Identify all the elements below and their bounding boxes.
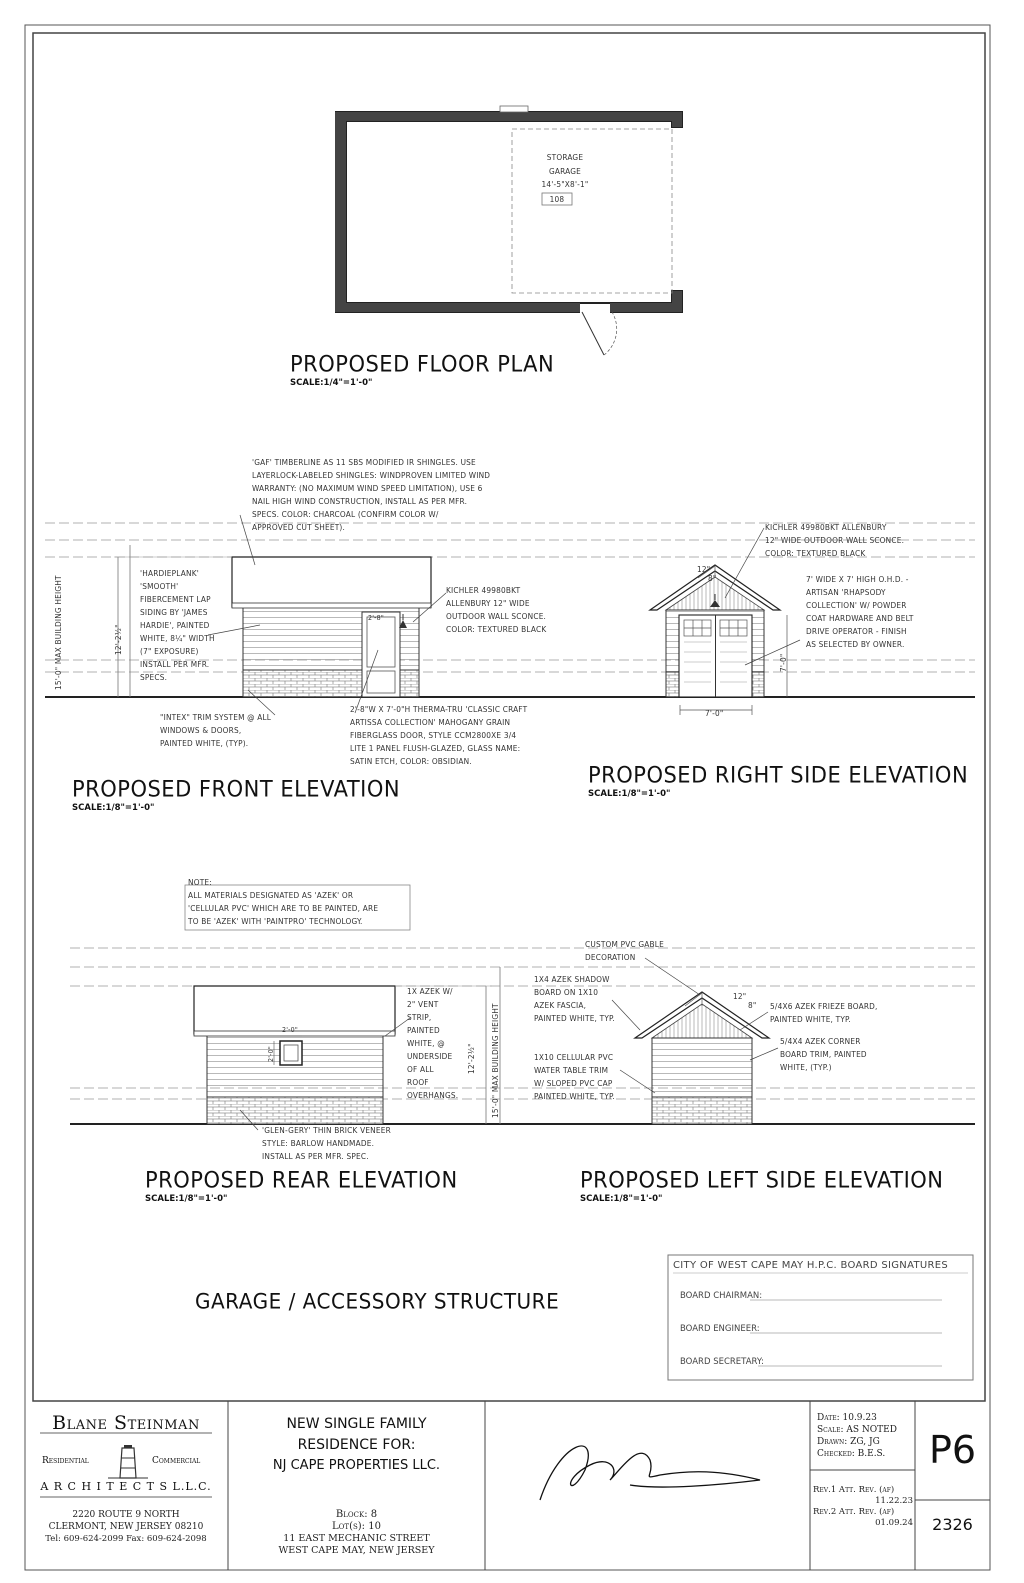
- room-type: GARAGE: [549, 166, 581, 176]
- trim-note: "INTEX" TRIM SYSTEM @ ALL WINDOWS & DOORS, PAINTED WHITE, (TYP).: [160, 712, 272, 748]
- corner-board-note: 5/4X4 AZEK CORNER BOARD TRIM, PAINTED WHITE, (TYP.): [780, 1036, 867, 1072]
- floor-plan-scale: SCALE:1/4"=1'-0": [290, 378, 373, 388]
- azek-vent-note: 1X AZEK W/ 2" VENT STRIP, PAINTED WHITE, @ UNDERSIDE OF ALL ROOF OVERHANGS.: [407, 986, 459, 1100]
- left-elevation-scale: SCALE:1/8"=1'-0": [580, 1194, 663, 1204]
- firm-address2: CLERMONT, NEW JERSEY 08210: [48, 1522, 204, 1532]
- project-street: 11 EAST MECHANIC STREET: [283, 1533, 430, 1544]
- architect-signature: [540, 1446, 760, 1500]
- rear-height-dim: 12'-2½": [466, 1043, 476, 1074]
- front-door-width-dim: 2'-8": [368, 614, 384, 622]
- sheet-number: P6: [928, 1428, 977, 1472]
- garage-door-note: 7' WIDE X 7' HIGH O.H.D. - ARTISAN 'RHAPSODY COLLECTION' W/ POWDER COAT HARDWARE AND BELT DRIVE OPERATOR - FINISH AS SELECTED BY OWNER.: [806, 574, 914, 649]
- rear-window-width-dim: 2'-0": [282, 1026, 298, 1034]
- front-height-dim: 12'-2½": [113, 624, 123, 655]
- tb-rev1: Rev.1 Att. Rev. (af): [813, 1485, 895, 1495]
- front-max-height: 15'-0" MAX BUILDING HEIGHT: [53, 575, 63, 690]
- project-lot: Lot(s): 10: [332, 1521, 381, 1532]
- lighthouse-logo: [108, 1445, 148, 1478]
- tb-rev1-date: 11.22.23: [875, 1496, 913, 1506]
- hpc-chairman: BOARD CHAIRMAN:: [680, 1291, 763, 1301]
- tb-rev2-date: 01.09.24: [875, 1518, 913, 1528]
- hpc-heading: CITY OF WEST CAPE MAY H.P.C. BOARD SIGNATURES: [673, 1260, 948, 1271]
- tb-scale: Scale: AS NOTED: [817, 1425, 897, 1435]
- firm-commercial: Commercial: [152, 1456, 201, 1466]
- right-sconce-note: KICHLER 49980BKT ALLENBURY 12" WIDE OUTDOOR WALL SCONCE. COLOR: TEXTURED BLACK: [765, 522, 905, 558]
- front-elevation-title: PROPOSED FRONT ELEVATION: [72, 776, 401, 802]
- tb-rev2: Rev.2 Att. Rev. (af): [813, 1507, 895, 1517]
- floor-plan-drawing: [335, 106, 682, 355]
- tb-drawn: Drawn: ZG, JG: [817, 1437, 880, 1447]
- shadow-board-note: 1X4 AZEK SHADOW BOARD ON 1X10 AZEK FASCIA, PAINTED WHITE, TYP.: [534, 974, 615, 1023]
- firm-address1: 2220 ROUTE 9 NORTH: [72, 1510, 180, 1520]
- front-sconce-note: KICHLER 49980BKT ALLENBURY 12" WIDE OUTDOOR WALL SCONCE. COLOR: TEXTURED BLACK: [446, 585, 547, 634]
- rear-elevation-title: PROPOSED REAR ELEVATION: [145, 1167, 458, 1193]
- right-elevation-scale: SCALE:1/8"=1'-0": [588, 789, 671, 799]
- project-line1: NEW SINGLE FAMILY: [286, 1416, 427, 1432]
- room-number: 108: [549, 194, 565, 204]
- brick-veneer-note: 'GLEN-GERY' THIN BRICK VENEER STYLE: BARLOW HANDMADE. INSTALL AS PER MFR. SPEC.: [262, 1125, 391, 1161]
- room-label: [540, 150, 590, 178]
- gable-decoration-note: CUSTOM PVC GABLE DECORATION: [585, 939, 664, 962]
- hpc-secretary: BOARD SECRETARY:: [680, 1357, 764, 1367]
- roof-shingle-note: 'GAF' TIMBERLINE AS 11 SBS MODIFIED IR SHINGLES. USE LAYERLOCK-LABELED SHINGLES: WINDPROVEN LIMITED WIND WARRANTY: (NO MAXIMUM WIND SPEED LIMITATION), USE 6 NAIL HIGH WIND CONSTRUCTION, INSTALL AS PER MFR. SPECS. COLOR: CHARCOAL (CONFIRM COLOR W/ APPROVED CUT SHEET).: [252, 457, 491, 532]
- right-pitch-rise: 8": [708, 573, 717, 583]
- client-name: NJ CAPE PROPERTIES LLC.: [272, 1458, 441, 1473]
- rear-max-height: 15'-0" MAX BUILDING HEIGHT: [490, 1003, 500, 1118]
- tb-checked: Checked: B.E.S.: [817, 1449, 886, 1459]
- project-city: WEST CAPE MAY, NEW JERSEY: [278, 1545, 435, 1556]
- frieze-board-note: 5/4X6 AZEK FRIEZE BOARD, PAINTED WHITE, TYP.: [770, 1001, 878, 1024]
- firm-residential: Residential: [42, 1456, 89, 1466]
- left-elevation-title: PROPOSED LEFT SIDE ELEVATION: [580, 1167, 944, 1193]
- front-door-note: 2'-8"W X 7'-0"H THERMA-TRU 'CLASSIC CRAFT ARTISSA COLLECTION' MAHOGANY GRAIN FIBERGLASS DOOR, STYLE CCM2800XE 3/4 LITE 1 PANEL FLUSH-GLAZED, GLASS NAME: SATIN ETCH, COLOR: OBSIDIAN.: [350, 704, 528, 766]
- siding-note: 'HARDIEPLANK' 'SMOOTH' FIBERCEMENT LAP SIDING BY 'JAMES HARDIE', PAINTED WHITE, 8¼" WIDTH (7" EXPOSURE) INSTALL PER MFR. SPECS.: [140, 568, 215, 682]
- floor-plan-title: PROPOSED FLOOR PLAN: [290, 351, 555, 377]
- project-block: Block: 8: [335, 1509, 378, 1520]
- hpc-engineer: BOARD ENGINEER:: [680, 1324, 760, 1334]
- room-size: 14'-5"X8'-1": [541, 179, 589, 189]
- right-door-width-dim: 7'-0": [705, 708, 724, 718]
- structure-label: GARAGE / ACCESSORY STRUCTURE: [195, 1288, 560, 1314]
- job-number: 2326: [932, 1515, 973, 1534]
- water-table-note: 1X10 CELLULAR PVC WATER TABLE TRIM W/ SLOPED PVC CAP PAINTED WHITE, TYP.: [534, 1052, 615, 1101]
- left-pitch-rise: 8": [748, 1000, 757, 1010]
- firm-phone: Tel: 609-624-2099 Fax: 609-624-2098: [45, 1534, 207, 1544]
- right-elevation-title: PROPOSED RIGHT SIDE ELEVATION: [588, 762, 969, 788]
- front-elevation-scale: SCALE:1/8"=1'-0": [72, 803, 155, 813]
- project-line2: RESIDENCE FOR:: [297, 1437, 416, 1453]
- room-name: STORAGE: [546, 152, 584, 162]
- right-pitch-run: 12": [697, 564, 711, 574]
- right-door-height-dim: 7'-0": [778, 653, 788, 672]
- rear-elevation-scale: SCALE:1/8"=1'-0": [145, 1194, 228, 1204]
- firm-architects: A R C H I T E C T S L.L.C.: [40, 1480, 212, 1493]
- firm-name: Blane Steinman: [52, 1412, 200, 1434]
- tb-date: Date: 10.9.23: [817, 1413, 877, 1423]
- left-pitch-run: 12": [733, 991, 747, 1001]
- rear-window-height-dim: 2'-0": [267, 1046, 275, 1062]
- general-note: NOTE: ALL MATERIALS DESIGNATED AS 'AZEK' OR 'CELLULAR PVC' WHICH ARE TO BE PAINTED, ARE TO BE 'AZEK' WITH 'PAINTPRO' TECHNOLOGY.: [188, 877, 379, 926]
